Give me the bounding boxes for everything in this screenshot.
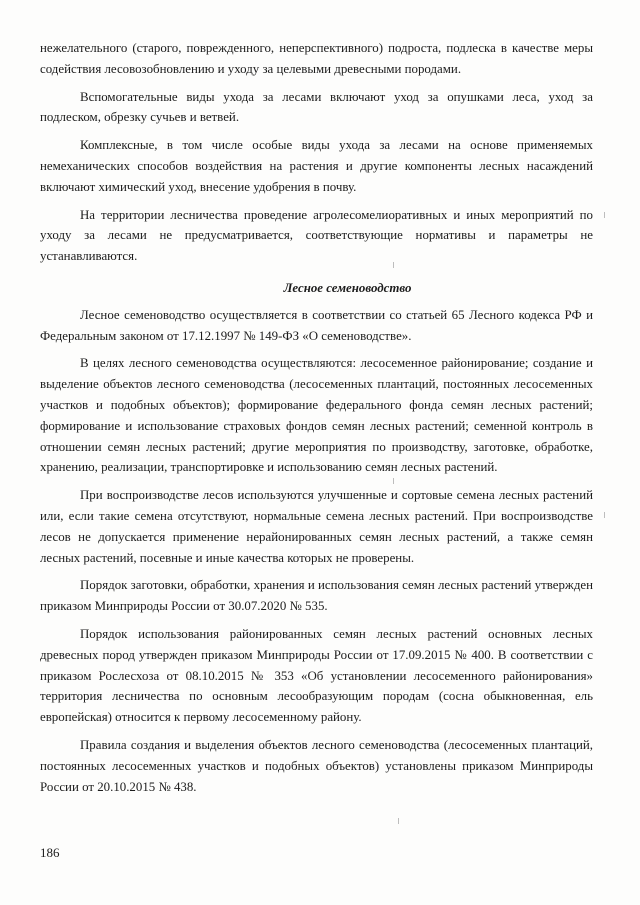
- scan-speck: [604, 512, 605, 518]
- section-heading: Лесное семеноводство: [283, 280, 412, 295]
- paragraph: Комплексные, в том числе особые виды ухода за лесами на основе применяемых немеханических способов воздействия на растения и другие компоненты лесных насаждений включают химический уход, внесение удобрения в почву.: [40, 138, 593, 194]
- scan-speck: [398, 818, 399, 824]
- paragraph: На территории лесничества проведение агролесомелиоративных и иных мероприятий по уходу за лесами не предусматривается, соответствующие нормативы и параметры не устанавливаются.: [40, 207, 593, 264]
- paragraph: При воспроизводстве лесов используются улучшенные и сортовые семена лесных растений или, если такие семена отсутствуют, нормальные семена лесных растений. При воспроизводстве лесов не допускается применение нерайонированных семян лесных растений, а также семян лесных растений, посевные и иные качества которых не проверены.: [40, 488, 593, 565]
- body-text: [40, 38, 593, 804]
- scan-speck: [393, 478, 394, 484]
- paragraph: Порядок заготовки, обработки, хранения и использования семян лесных растений утвержден приказом Минприроды России от 30.07.2020 № 535.: [40, 578, 593, 614]
- scan-speck: [393, 262, 394, 268]
- paragraph: Лесное семеноводство осуществляется в соответствии со статьей 65 Лесного кодекса РФ и Федеральным законом от 17.12.1997 № 149-ФЗ «О семеноводстве».: [40, 307, 593, 343]
- paragraph: нежелательного (старого, поврежденного, неперспективного) подроста, подлеска в качестве меры содействия лесовозобновлению и уходу за целевыми древесными породами.: [40, 41, 593, 76]
- scan-speck: [604, 212, 605, 218]
- paragraph: Вспомогательные виды ухода за лесами включают уход за опушками леса, уход за подлеском, обрезку сучьев и ветвей.: [40, 89, 593, 125]
- paragraph: Правила создания и выделения объектов лесного семеноводства (лесосеменных плантаций, постоянных лесосеменных участков и подобных объектов) установлены приказом Минприроды России от 20.10.2015 № 438.: [40, 737, 593, 794]
- page-number: 186: [40, 845, 60, 860]
- paragraph: В целях лесного семеноводства осуществляются: лесосеменное районирование; создание и выделение объектов лесного семеноводства (лесосеменных плантаций, постоянных лесосеменных участков и подобных объектов); формирование федерального фонда семян лесных растений; формирование и использование страховых фондов семян лесных растений; семенной контроль в отношении семян лесных растений; другие мероприятия по производству, заготовке, обработке, хранению, реализации, транспортировке и использованию семян лесных растений.: [40, 356, 593, 475]
- paragraph: Порядок использования районированных семян лесных растений основных лесных древесных пород утвержден приказом Минприроды России от 17.09.2015 № 400. В соответствии с приказом Рослесхоза от 08.10.2015 № 353 «Об установлении лесосеменного районирования» территория лесничества по основным лесообразующим породам (сосна обыкновенная, ель европейская) относится к первому лесосеменному району.: [40, 626, 593, 725]
